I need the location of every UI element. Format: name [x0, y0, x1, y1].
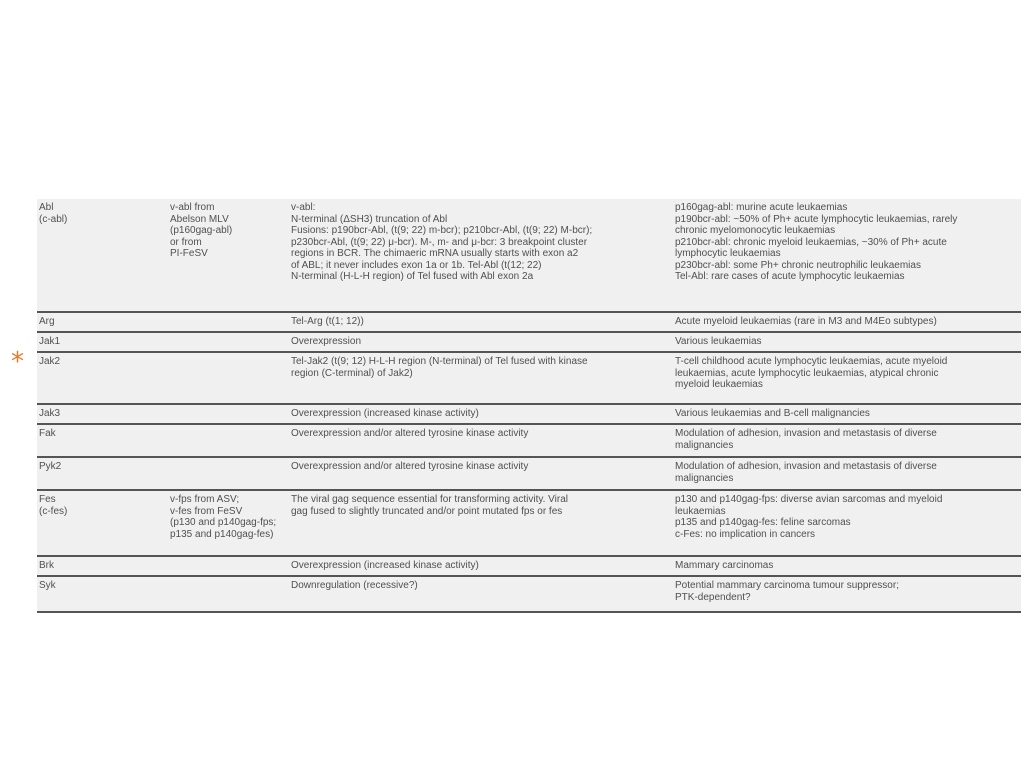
cell-line: Various leukaemias and B-cell malignancies [675, 408, 870, 419]
cell-line: v-fes from FeSV [170, 505, 243, 517]
disease-cell [673, 312, 1021, 332]
cell-line: leukaemias [675, 505, 726, 517]
cell-line: Tel-Jak2 (t(9; 12) H-L-H region (N-terminal) of Tel fused with kinase [291, 356, 588, 367]
cell-line: malignancies [675, 472, 734, 484]
viral-origin-cell [168, 556, 289, 576]
cell-line: chronic myelomonocytic leukaemias [675, 225, 836, 236]
cell-line: Acute myeloid leukaemias (rare in M3 and M4Eo subtypes) [675, 316, 937, 327]
kinase-table-body [37, 199, 1021, 612]
cell-line: Arg [39, 316, 55, 327]
kinase-name-cell [37, 199, 168, 312]
alteration-cell [289, 556, 673, 576]
cell-line: Jak2 [39, 356, 61, 367]
kinase-name-cell [37, 576, 168, 612]
alteration-cell [289, 490, 673, 556]
cell-line: Modulation of adhesion, invasion and metastasis of diverse [675, 428, 937, 439]
cell-line: Jak1 [39, 336, 61, 347]
alteration-cell [289, 576, 673, 612]
kinase-name-cell [37, 312, 168, 332]
disease-cell [673, 556, 1021, 576]
cell-line: region (C-terminal) of Jak2) [291, 367, 413, 379]
kinase-name-cell [37, 556, 168, 576]
viral-origin-cell [168, 404, 289, 424]
slide-marker-asterisk: * [11, 347, 24, 377]
viral-origin-cell [168, 199, 289, 312]
cell-line: Overexpression and/or altered tyrosine kinase activity [291, 461, 529, 472]
cell-line: Syk [39, 580, 56, 591]
cell-line: Tel-Abl: rare cases of acute lymphocytic leukaemias [675, 271, 905, 282]
cell-line: p210bcr-abl: chronic myeloid leukaemias, ~30% of Ph+ acute [675, 236, 947, 248]
disease-cell [673, 576, 1021, 612]
alteration-cell [289, 332, 673, 352]
cell-line: T-cell childhood acute lymphocytic leukaemias, acute myeloid [675, 356, 948, 367]
cell-line: Fak [39, 428, 56, 439]
alteration-cell [289, 424, 673, 457]
table-row [37, 404, 1021, 424]
cell-line: (p130 and p140gag-fps; [170, 517, 277, 528]
viral-origin-cell [168, 352, 289, 404]
cell-line: Fes [39, 494, 56, 505]
cell-line: p135 and p140gag-fes) [170, 528, 274, 540]
kinase-name-cell [37, 490, 168, 556]
cell-line: or from [170, 236, 202, 248]
cell-line: c-Fes: no implication in cancers [675, 528, 816, 540]
cell-line: Downregulation (recessive?) [291, 580, 418, 591]
cell-line: p230bcr-Abl, (t(9; 22) μ-bcr). M-, m- and μ-bcr: 3 breakpoint cluster [291, 236, 588, 248]
alteration-cell [289, 352, 673, 404]
cell-line: Overexpression (increased kinase activity) [291, 560, 479, 571]
cell-line: v-abl from [170, 202, 215, 213]
viral-origin-cell [168, 490, 289, 556]
kinase-name-cell [37, 424, 168, 457]
table-row [37, 332, 1021, 352]
viral-origin-cell [168, 312, 289, 332]
cell-line: Abelson MLV [170, 213, 229, 225]
cell-line: PI-FeSV [170, 248, 208, 259]
disease-cell [673, 199, 1021, 312]
kinase-name-cell [37, 332, 168, 352]
disease-cell [673, 404, 1021, 424]
cell-line: PTK-dependent? [675, 591, 751, 603]
alteration-cell [289, 312, 673, 332]
cell-line: (p160gag-abl) [170, 225, 233, 236]
disease-cell [673, 332, 1021, 352]
kinase-name-cell [37, 404, 168, 424]
table-row [37, 457, 1021, 490]
cell-line: p160gag-abl: murine acute leukaemias [675, 202, 848, 213]
cell-line: malignancies [675, 439, 734, 451]
table-row [37, 312, 1021, 332]
cell-line: Mammary carcinomas [675, 560, 774, 571]
alteration-cell [289, 404, 673, 424]
alteration-cell [289, 457, 673, 490]
cell-line: (c-fes) [39, 505, 68, 517]
cell-line: leukaemias, acute lymphocytic leukaemias, atypical chronic [675, 367, 939, 379]
table-row [37, 199, 1021, 312]
cell-line: Overexpression and/or altered tyrosine kinase activity [291, 428, 529, 439]
cell-line: p130 and p140gag-fps: diverse avian sarcomas and myeloid [675, 494, 943, 505]
cell-line: of ABL; it never includes exon 1a or 1b. Tel-Abl (t(12; 22) [291, 259, 542, 271]
cell-line: (c-abl) [39, 213, 68, 225]
disease-cell [673, 490, 1021, 556]
table-row [37, 424, 1021, 457]
cell-line: Tel-Arg (t(1; 12)) [291, 316, 364, 327]
disease-cell [673, 352, 1021, 404]
cell-line: v-abl: [291, 202, 316, 213]
kinase-name-cell [37, 352, 168, 404]
disease-cell [673, 457, 1021, 490]
viral-origin-cell [168, 576, 289, 612]
viral-origin-cell [168, 424, 289, 457]
table-row [37, 352, 1021, 404]
viral-origin-cell [168, 457, 289, 490]
cell-line: Potential mammary carcinoma tumour suppressor; [675, 580, 899, 591]
cell-line: N-terminal (H-L-H region) of Tel fused with Abl exon 2a [291, 271, 534, 282]
cell-line: Various leukaemias [675, 336, 762, 347]
cell-line: Abl [39, 202, 54, 213]
cell-line: The viral gag sequence essential for transforming activity. Viral [291, 494, 568, 505]
table-row [37, 576, 1021, 612]
cell-line: myeloid leukaemias [675, 379, 763, 390]
cell-line: v-fps from ASV; [170, 494, 240, 505]
cell-line: Brk [39, 560, 54, 571]
kinase-name-cell [37, 457, 168, 490]
cell-line: Jak3 [39, 408, 61, 419]
cell-line: p230bcr-abl: some Ph+ chronic neutrophilic leukaemias [675, 259, 921, 271]
cell-line: p190bcr-abl: ~50% of Ph+ acute lymphocytic leukaemias, rarely [675, 213, 958, 225]
kinase-table [37, 199, 1021, 613]
cell-line: Overexpression [291, 336, 362, 347]
cell-line: lymphocytic leukaemias [675, 248, 781, 259]
cell-line: regions in BCR. The chimaeric mRNA usually starts with exon a2 [291, 248, 579, 259]
cell-line: Overexpression (increased kinase activity) [291, 408, 479, 419]
table-row [37, 490, 1021, 556]
cell-line: N-terminal (ΔSH3) truncation of Abl [291, 213, 448, 225]
cell-line: Pyk2 [39, 461, 62, 472]
cell-line: p135 and p140gag-fes: feline sarcomas [675, 517, 851, 528]
disease-cell [673, 424, 1021, 457]
table-row [37, 556, 1021, 576]
alteration-cell [289, 199, 673, 312]
cell-line: Modulation of adhesion, invasion and metastasis of diverse [675, 461, 937, 472]
cell-line: gag fused to slightly truncated and/or point mutated fps or fes [291, 505, 563, 517]
viral-origin-cell [168, 332, 289, 352]
cell-line: Fusions: p190bcr-Abl, (t(9; 22) m-bcr); p210bcr-Abl, (t(9; 22) M-bcr); [291, 225, 593, 236]
